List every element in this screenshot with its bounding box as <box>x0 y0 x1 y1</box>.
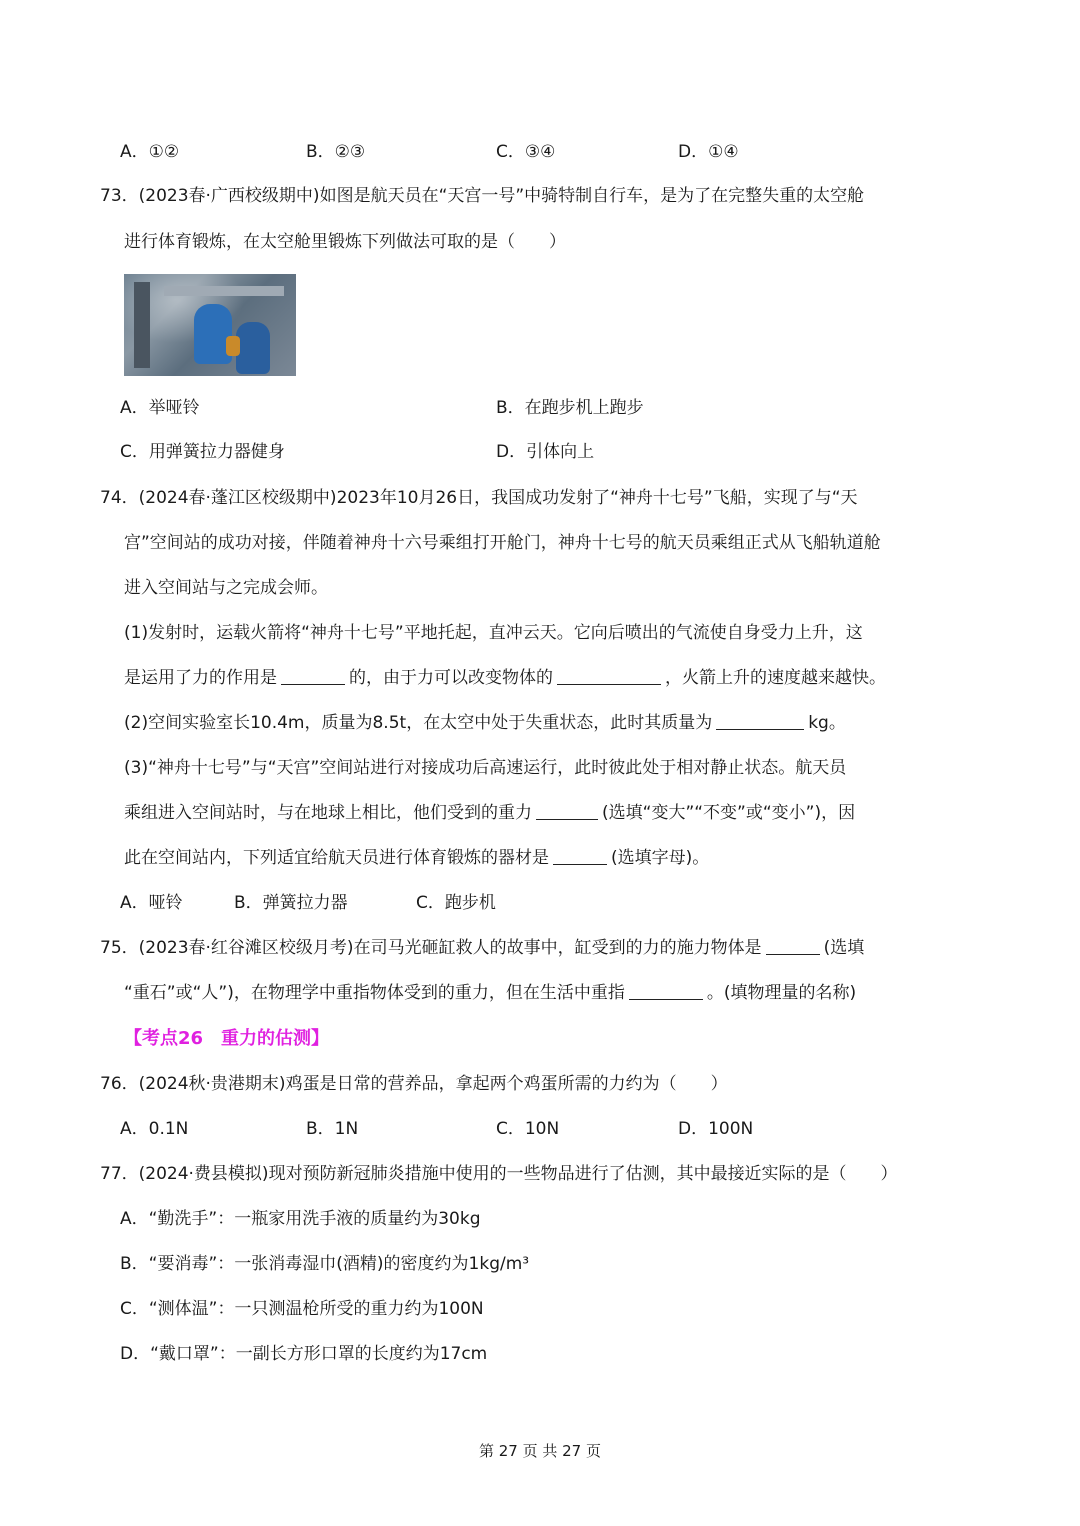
q77-option-a: A．“勤洗手”：一瓶家用洗手液的质量约为30kg <box>120 1209 481 1229</box>
q73-option-c: C．用弹簧拉力器健身 <box>120 442 285 462</box>
q77-stem: 77．(2024·费县模拟)现对预防新冠肺炎措施中使用的一些物品进行了估测，其中最接近实际的是（ ） <box>100 1164 898 1184</box>
q77-option-c: C．“测体温”：一只测温枪所受的重力约为100N <box>120 1299 484 1319</box>
answer-blank[interactable] <box>281 666 345 685</box>
q74-option-b: B．弹簧拉力器 <box>234 893 348 913</box>
q76-stem: 76．(2024秋·贵港期末)鸡蛋是日常的营养品，拿起两个鸡蛋所需的力约为（ ） <box>100 1074 728 1094</box>
q75-stem-line2: “重石”或“人”)，在物理学中重指物体受到的重力，但在生活中重指 。(填物理量的名称) <box>124 983 857 1003</box>
answer-blank[interactable] <box>553 846 607 865</box>
q74-part2: (2)空间实验室长10.4m，质量为8.5t，在太空中处于失重状态，此时其质量为 kg。 <box>124 713 846 733</box>
option-d: D．①④ <box>678 142 739 162</box>
option-c: C．③④ <box>496 142 556 162</box>
q74-part3-line1: (3)“神舟十七号”与“天宫”空间站进行对接成功后高速运行，此时彼此处于相对静止状态。航天员 <box>124 758 847 778</box>
section-heading: 【考点26 重力的估测】 <box>124 1028 330 1049</box>
q77-option-d: D．“戴口罩”：一副长方形口罩的长度约为17cm <box>120 1344 488 1364</box>
q74-part3-line2: 乘组进入空间站时，与在地球上相比，他们受到的重力 (选填“变大”“不变”或“变小”)，因 <box>124 803 856 823</box>
q76-option-b: B．1N <box>306 1119 359 1139</box>
q76-option-a: A．0.1N <box>120 1119 189 1139</box>
q74-part1-line2: 是运用了力的作用是 的，由于力可以改变物体的 ，火箭上升的速度越来越快。 <box>124 668 886 688</box>
answer-blank[interactable] <box>766 936 820 955</box>
q75-stem-line1: 75．(2023春·红谷滩区校级月考)在司马光砸缸救人的故事中，缸受到的力的施力物体是 (选填 <box>100 938 865 958</box>
q74-stem-line2: 宫”空间站的成功对接，伴随着神舟十六号乘组打开舱门，神舟十七号的航天员乘组正式从飞船轨道舱 <box>124 533 881 553</box>
q73-stem-line1: 73．(2023春·广西校级期中)如图是航天员在“天宫一号”中骑特制自行车，是为了在完整失重的太空舱 <box>100 186 865 206</box>
q76-option-c: C．10N <box>496 1119 560 1139</box>
page-footer: 第 27 页 共 27 页 <box>478 1442 601 1460</box>
q73-option-a: A．举哑铃 <box>120 398 200 418</box>
q74-part1-line1: (1)发射时，运载火箭将“神舟十七号”平地托起，直冲云天。它向后喷出的气流使自身受力上升，这 <box>124 623 863 643</box>
q73-option-b: B．在跑步机上跑步 <box>496 398 644 418</box>
answer-blank[interactable] <box>629 981 703 1000</box>
answer-blank[interactable] <box>557 666 661 685</box>
option-a: A．①② <box>120 142 180 162</box>
answer-blank[interactable] <box>536 801 598 820</box>
answer-blank[interactable] <box>716 711 804 730</box>
q77-option-b: B．“要消毒”：一张消毒湿巾(酒精)的密度约为1kg/m³ <box>120 1254 530 1274</box>
q74-stem-line1: 74．(2024春·蓬江区校级期中)2023年10月26日，我国成功发射了“神舟十七号”飞船，实现了与“天 <box>100 488 858 508</box>
q74-stem-line3: 进入空间站与之完成会师。 <box>124 578 328 598</box>
q73-option-d: D．引体向上 <box>496 442 595 462</box>
q74-option-c: C．跑步机 <box>416 893 496 913</box>
q73-stem-line2: 进行体育锻炼，在太空舱里锻炼下列做法可取的是（ ） <box>124 232 566 252</box>
q74-part3-line3: 此在空间站内，下列适宜给航天员进行体育锻炼的器材是 (选填字母)。 <box>124 848 710 868</box>
astronaut-photo <box>124 274 296 376</box>
option-b: B．②③ <box>306 142 366 162</box>
q76-option-d: D．100N <box>678 1119 754 1139</box>
q74-option-a: A．哑铃 <box>120 893 183 913</box>
